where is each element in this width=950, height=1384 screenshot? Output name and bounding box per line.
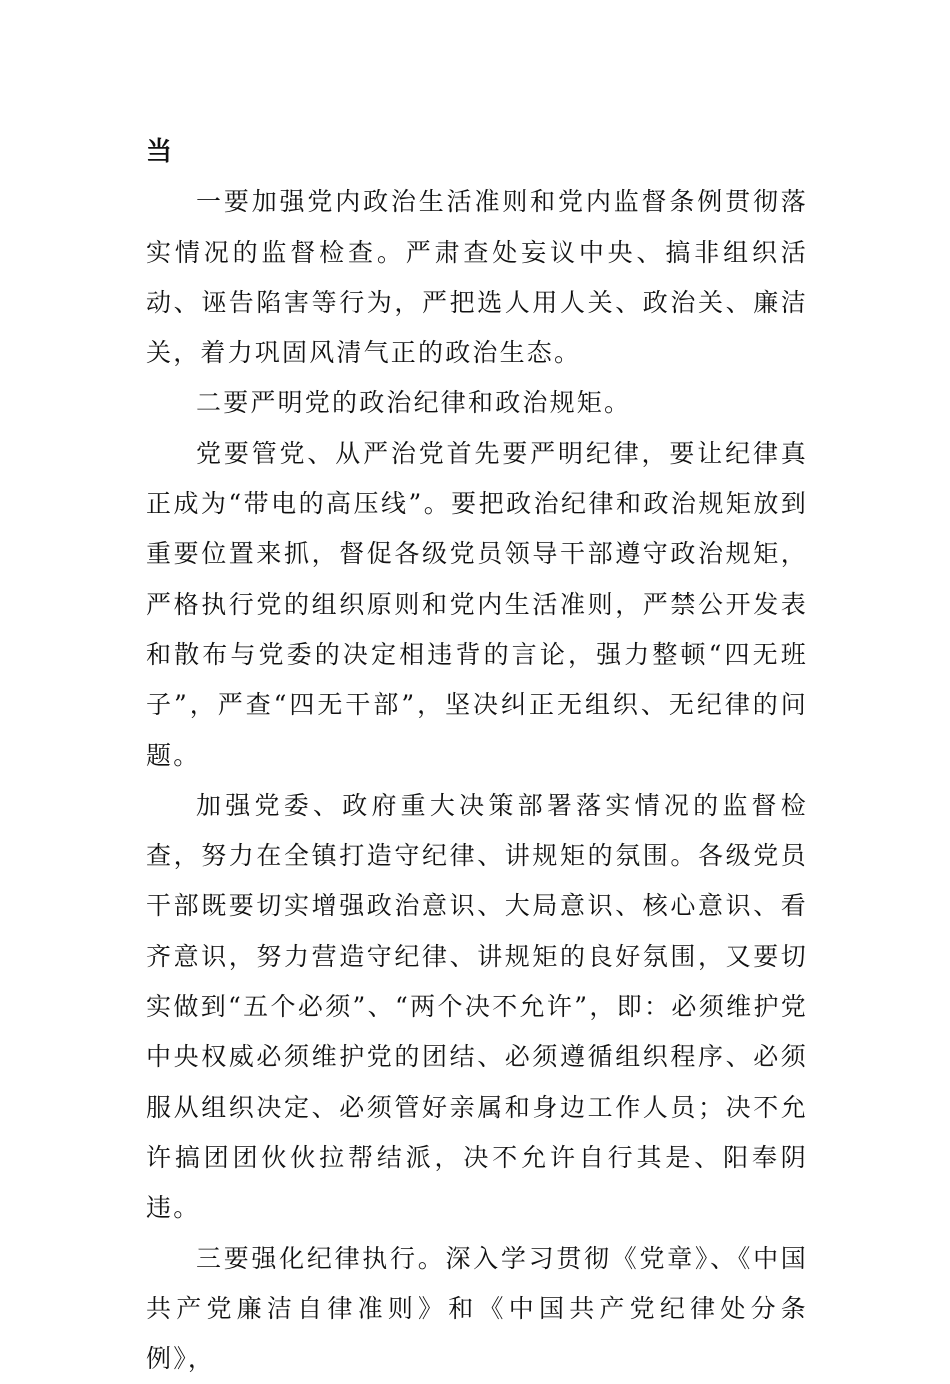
- paragraph-4: 加强党委、政府重大决策部署落实情况的监督检查，努力在全镇打造守纪律、讲规矩的氛围。各级党员干部既要切实增强政治意识、大局意识、核心意识、看齐意识，努力营造守纪律、讲规矩的良好氛围，又要切实做到“五个必须”、“两个决不允许”，即：必须维护党中央权威必须维护党的团结、必须遵循组织程序、必须服从组织决定、必须管好亲属和身边工作人员；决不允许搞团团伙伙拉帮结派，决不允许自行其是、阳奉阴违。: [146, 790, 808, 1223]
- paragraph-3: 党要管党、从严治党首先要严明纪律，要让纪律真正成为“带电的高压线”。要把政治纪律和政治规矩放到重要位置来抓，督促各级党员领导干部遵守政治规矩，严格执行党的组织原则和党内生活准则，严禁公开发表和散布与党委的决定相违背的言论，强力整顿“四无班子”，严查“四无干部”，坚决纠正无组织、无纪律的问题。: [146, 438, 808, 770]
- paragraph-0: 当: [146, 137, 175, 167]
- paragraph-2: 二要严明党的政治纪律和政治规矩。: [196, 388, 632, 418]
- document-body: [146, 127, 808, 1384]
- paragraph-1: 一要加强党内政治生活准则和党内监督条例贯彻落实情况的监督检查。严肃查处妄议中央、搞非组织活动、诬告陷害等行为，严把选人用人关、政治关、廉洁关，着力巩固风清气正的政治生态。: [146, 187, 808, 368]
- paragraph-5: 三要强化纪律执行。深入学习贯彻《党章》、《中国共产党廉洁自律准则》和《中国共产党纪律处分条例》，: [146, 1243, 808, 1374]
